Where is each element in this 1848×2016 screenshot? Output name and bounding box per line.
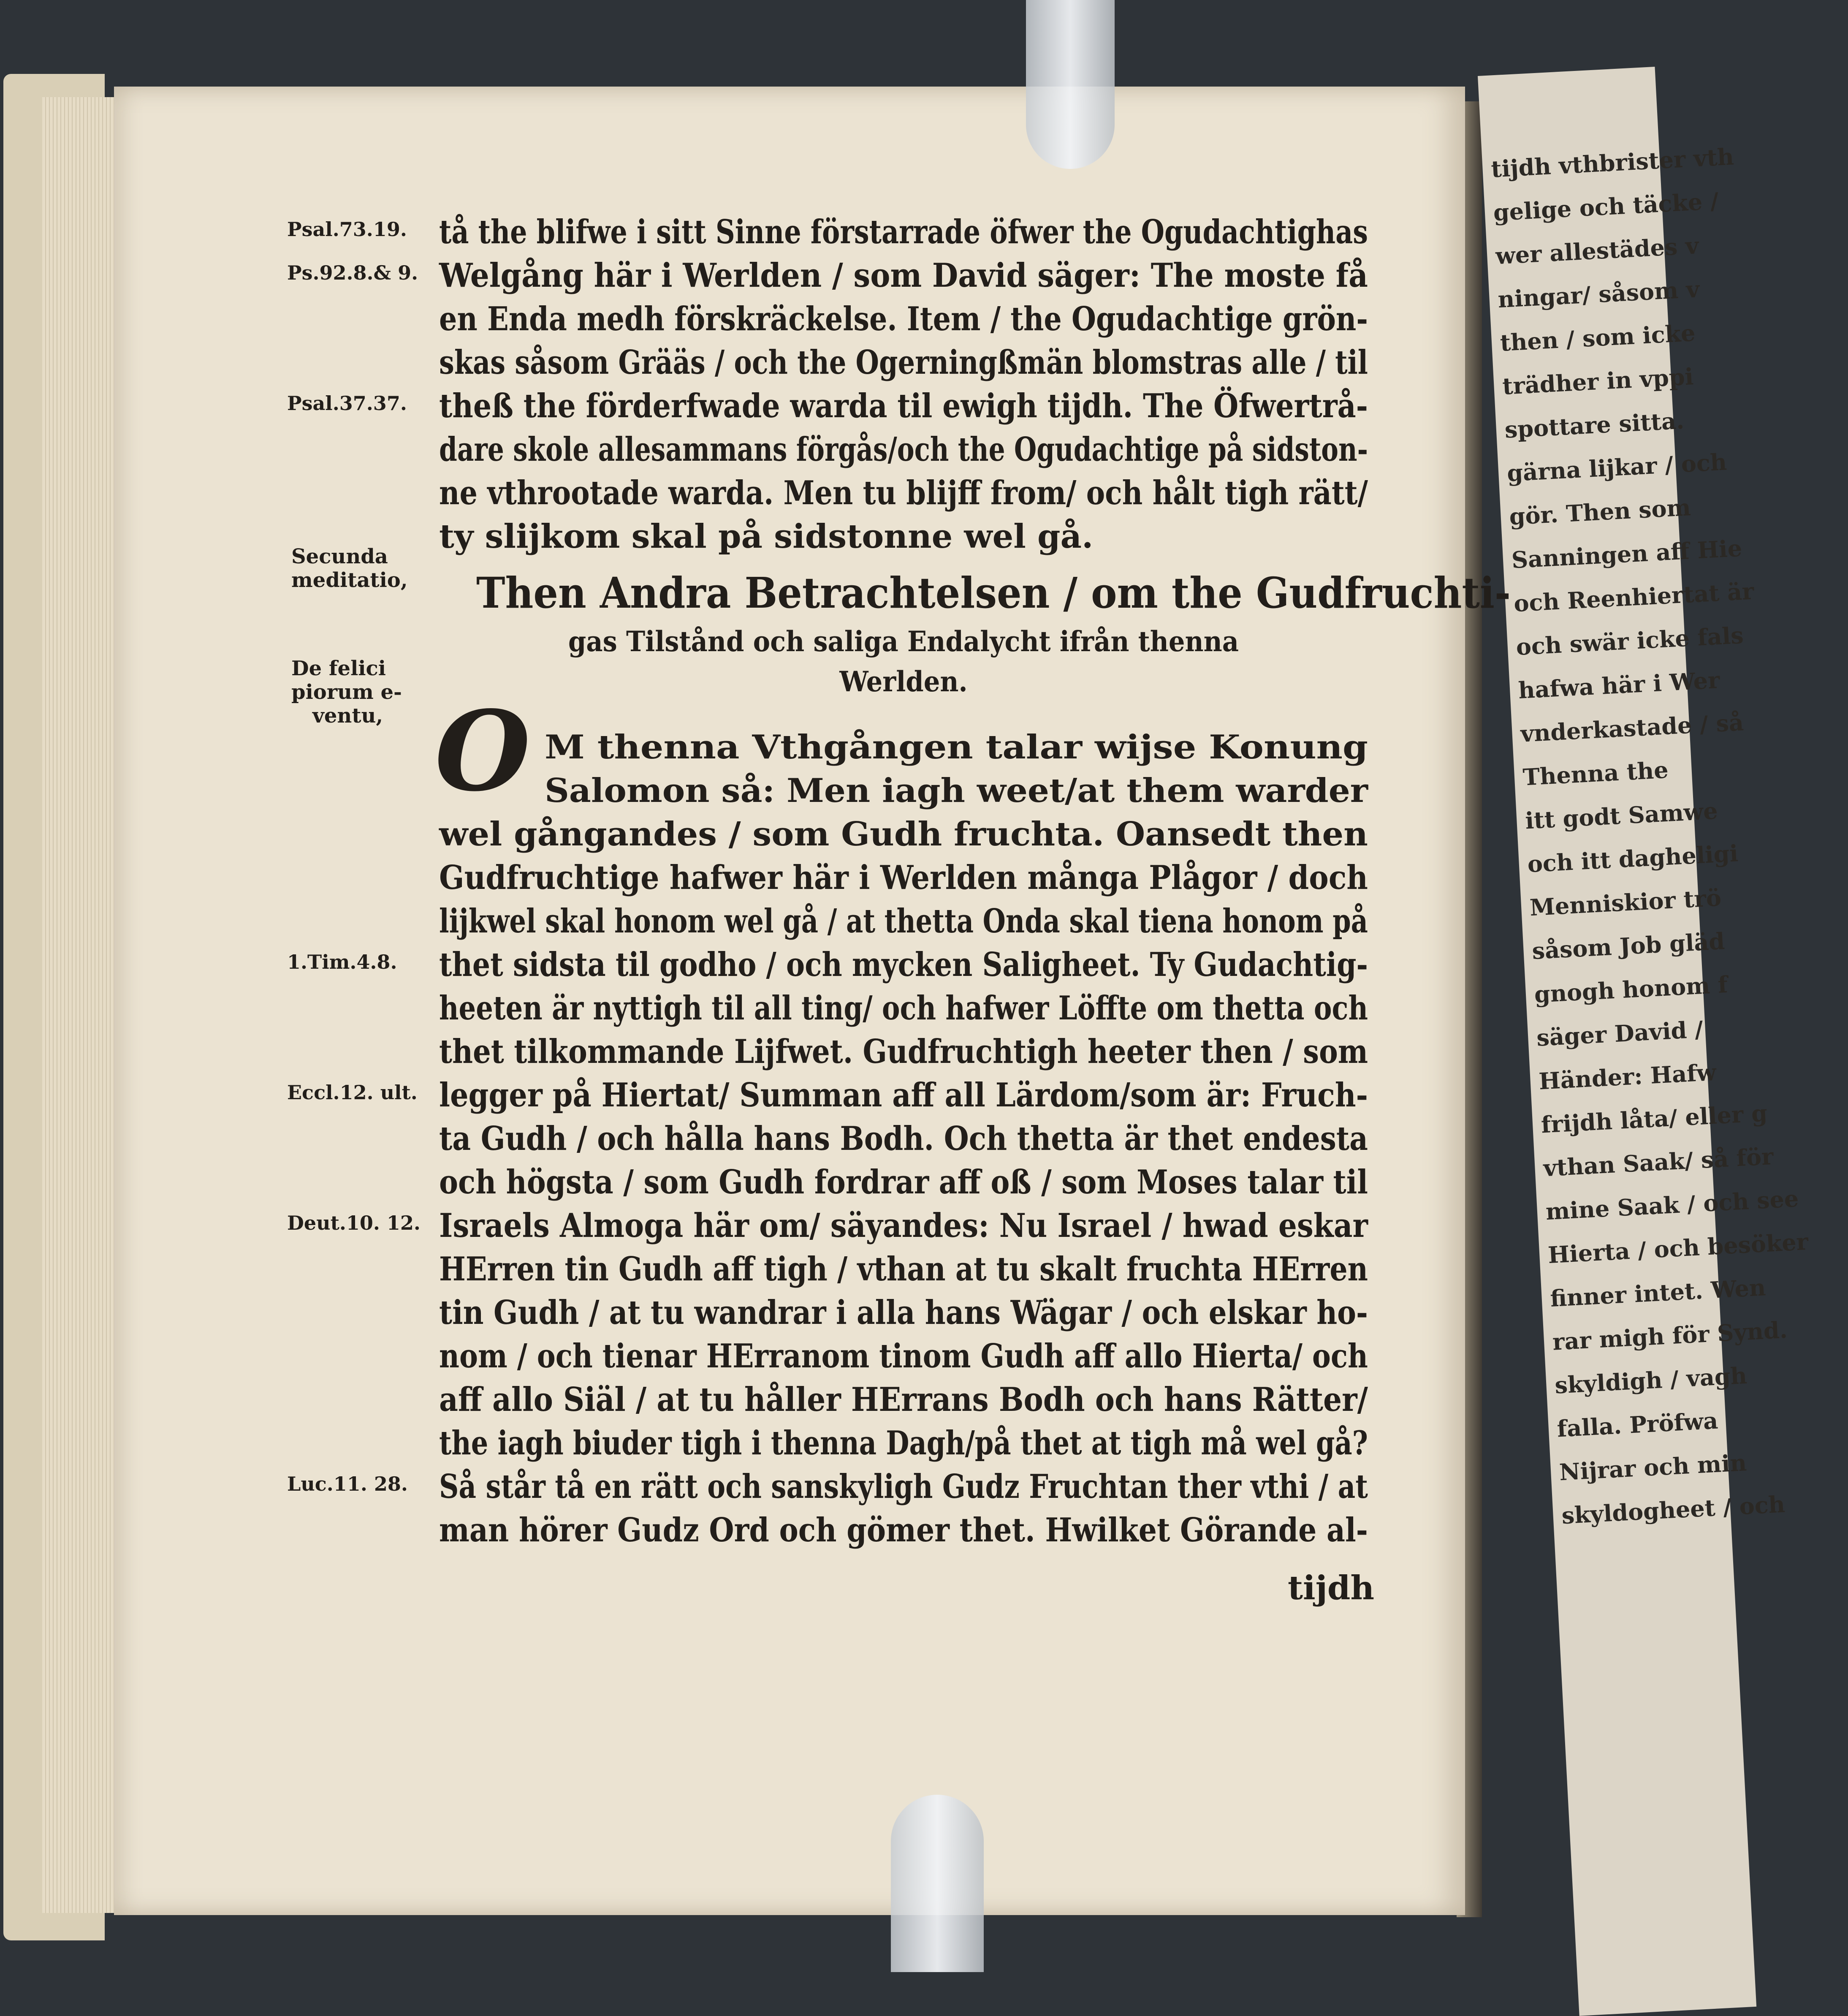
line-text: thet sidsta til godho / och mycken Saligheet. Ty Gudachtig- xyxy=(439,946,1368,984)
facing-page-line: Händer: Hafw xyxy=(1538,1058,1717,1095)
text-line xyxy=(0,1248,1573,1291)
text-line xyxy=(0,515,1573,559)
facing-page-line: rar migh för Synd. xyxy=(1552,1316,1788,1356)
facing-page-line: vthan Saak/ så för xyxy=(1542,1142,1774,1182)
line-text: dare skole allesammans förgås/och the Ogudachtige på sidston- xyxy=(439,430,1368,469)
text-line xyxy=(0,1030,1573,1074)
page-clip-top xyxy=(1026,0,1115,169)
text-line xyxy=(0,1291,1573,1335)
line-text: ta Gudh / och hålla hans Bodh. Och thetta är thet endesta xyxy=(439,1119,1368,1158)
text-line xyxy=(0,1509,1573,1552)
margin-reference: Eccl.12. ult. xyxy=(287,1081,418,1104)
facing-page-line: finner intet. Wen xyxy=(1549,1274,1767,1312)
section-subheading: gas Tilstånd och saliga Endalycht ifrån thenna xyxy=(568,625,1239,658)
facing-page-line: säger David / xyxy=(1536,1016,1704,1051)
facing-page-line: tijdh vthbrister vth xyxy=(1490,143,1735,183)
line-text: en Enda medh förskräckelse. Item / the Ogudachtige grön- xyxy=(439,300,1368,338)
facing-page-line: frijdh låta/ eller g xyxy=(1540,1099,1768,1138)
text-line xyxy=(0,943,1573,987)
text-line xyxy=(0,428,1573,472)
margin-note-line: Secunda xyxy=(291,545,388,568)
facing-page-line: gelige och täcke / xyxy=(1493,187,1720,226)
margin-reference: Luc.11. 28. xyxy=(287,1473,408,1495)
facing-page-line: och itt dagheligi xyxy=(1527,840,1739,878)
facing-page-line: såsom Job gläd xyxy=(1531,927,1726,965)
facing-page-line: Nijrar och min xyxy=(1558,1449,1748,1486)
text-line xyxy=(0,1378,1573,1422)
text-line xyxy=(0,1161,1573,1204)
text-line xyxy=(0,1074,1573,1117)
text-line xyxy=(0,211,1573,254)
margin-note-line: piorum e- xyxy=(291,680,402,704)
line-text: Salomon så: Men iagh weet/at them warder xyxy=(545,772,1368,810)
facing-page-line: Hierta / och besöker xyxy=(1547,1228,1809,1269)
line-text: legger på Hiertat/ Summan aff all Lärdom/som är: Fruch- xyxy=(439,1076,1368,1114)
line-text: thet tilkommande Lijfwet. Gudfruchtigh heeter then / som xyxy=(439,1032,1368,1071)
facing-page-line: falla. Pröfwa xyxy=(1556,1407,1719,1443)
facing-page-line: trädher in vppi xyxy=(1501,363,1694,400)
facing-page-line: mine Saak / och see xyxy=(1545,1185,1799,1225)
line-text: lijkwel skal honom wel gå / at thetta Onda skal tiena honom på xyxy=(439,902,1368,940)
facing-page-line: skyldigh / vagh xyxy=(1554,1361,1748,1399)
text-line xyxy=(0,1335,1573,1378)
line-text: nom / och tienar HErranom tinom Gudh aff allo Hierta/ och xyxy=(439,1337,1368,1375)
line-text: theß the förderfwade warda til ewigh tijdh. The Öfwertrå- xyxy=(439,387,1368,425)
line-text: the iagh biuder tigh i thenna Dagh/på thet at tigh må wel gå? xyxy=(439,1424,1368,1462)
line-text: Israels Almoga här om/ säyandes: Nu Israel / hwad eskar xyxy=(439,1206,1368,1245)
drop-cap: O xyxy=(435,687,531,816)
line-text: ne vthrootade warda. Men tu blijff from/ och hålt tigh rätt/ xyxy=(439,474,1368,512)
text-line xyxy=(0,813,1573,856)
line-text: aff allo Siäl / at tu håller HErrans Bodh och hans Rätter/ xyxy=(439,1380,1368,1419)
margin-reference: Psal.73.19. xyxy=(287,218,407,241)
text-line xyxy=(0,385,1573,428)
text-line xyxy=(0,987,1573,1030)
margin-note-de-felici xyxy=(291,657,402,728)
text-line xyxy=(0,254,1573,298)
line-text: heeten är nyttigh til all ting/ och hafwer Löffte om thetta och xyxy=(439,989,1368,1027)
line-text: Så står tå en rätt och sanskyligh Gudz Fruchtan ther vthi / at xyxy=(439,1467,1368,1506)
line-text: HErren tin Gudh aff tigh / vthan at tu skalt fruchta HErren xyxy=(439,1250,1368,1288)
line-text: och högsta / som Gudh fordrar aff oß / som Moses talar til xyxy=(439,1163,1368,1201)
line-text: Welgång här i Werlden / som David säger: The moste få xyxy=(439,256,1368,295)
line-text: ty slijkom skal på sidstonne wel gå. xyxy=(439,517,1094,556)
facing-page-line: Menniskior trö xyxy=(1529,884,1722,921)
facing-page-line: hafwa här i Wer xyxy=(1517,666,1720,704)
margin-reference: Ps.92.8.& 9. xyxy=(287,261,418,284)
facing-page-line: itt godt Samwe xyxy=(1524,797,1718,834)
text-line xyxy=(0,900,1573,943)
line-text: tin Gudh / at tu wandrar i alla hans Wägar / och elskar ho- xyxy=(439,1293,1368,1332)
facing-page-line: gör. Then som xyxy=(1509,494,1692,530)
line-text: Gudfruchtige hafwer här i Werlden många Plågor / doch xyxy=(439,859,1368,897)
facing-page-line: och Reenhiertat är xyxy=(1513,577,1755,617)
facing-page-line: vnderkastade / så xyxy=(1520,709,1745,747)
facing-page-line: ningar/ såsom v xyxy=(1497,275,1700,313)
facing-page-line: gnogh honom f xyxy=(1533,971,1729,1008)
margin-reference: Psal.37.37. xyxy=(287,392,407,415)
margin-reference: 1.Tim.4.8. xyxy=(287,951,397,973)
line-text: M thenna Vthgången talar wijse Konung xyxy=(545,728,1368,766)
margin-reference: Deut.10. 12. xyxy=(287,1212,421,1234)
section-subheading-end: Werlden. xyxy=(839,665,968,698)
text-line xyxy=(0,1465,1573,1509)
facing-page-line: gärna lijkar / och xyxy=(1506,448,1728,487)
text-line xyxy=(0,856,1573,900)
facing-page-line: Thenna the xyxy=(1522,756,1669,791)
margin-note-secunda-meditatio xyxy=(291,545,408,592)
text-line xyxy=(0,1117,1573,1161)
text-line xyxy=(0,769,1573,813)
line-text: tå the blifwe i sitt Sinne förstarrade öfwer the Ogudachtighas xyxy=(439,213,1368,251)
line-text: wel gångandes / som Gudh fruchta. Oansedt then xyxy=(439,815,1368,853)
text-line xyxy=(0,298,1573,341)
facing-page-line: och swär icke fals xyxy=(1515,621,1745,661)
page-clip-bottom xyxy=(891,1795,984,1972)
text-line xyxy=(0,341,1573,385)
facing-page-line: then / som icke xyxy=(1499,319,1696,357)
text-line xyxy=(0,1422,1573,1465)
text-line xyxy=(0,472,1573,515)
facing-page-line: Sanningen aff Hie xyxy=(1511,534,1743,574)
facing-page-line: spottare sitta. xyxy=(1504,407,1685,443)
margin-note-line: De felici xyxy=(291,657,386,680)
line-text: skas såsom Grääs / och the Ogerningßmän blomstras alle / til xyxy=(439,343,1368,382)
margin-note-line: meditatio, xyxy=(291,568,408,592)
catchword: tijdh xyxy=(1288,1569,1375,1607)
text-line xyxy=(0,1204,1573,1248)
margin-note-line: ventu, xyxy=(312,704,383,728)
section-heading: Then Andra Betrachtelsen / om the Gudfruchti- xyxy=(476,568,1511,618)
facing-page-line: wer allestädes v xyxy=(1495,232,1699,270)
facing-page-line: skyldogheet / och xyxy=(1561,1490,1786,1530)
line-text: man hörer Gudz Ord och gömer thet. Hwilket Görande al- xyxy=(439,1511,1368,1549)
text-line xyxy=(0,726,1573,769)
